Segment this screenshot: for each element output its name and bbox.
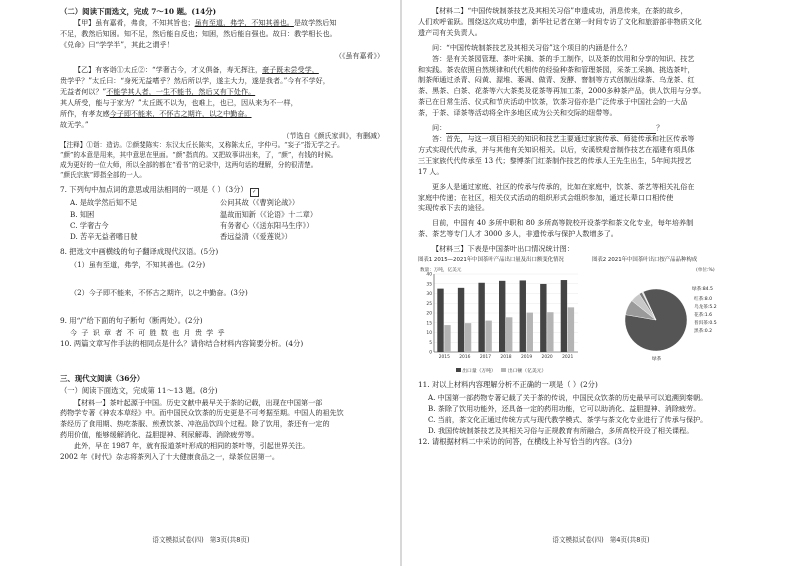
interview-answer-1-line-2: 和实践。茶农依照自然规律和代代相传的经验种茶和管理茶园，采茶工采摘、挑选茶叶， bbox=[418, 64, 695, 74]
interview-answer-1-line-3: 制茶师通过杀青、闷黄、渥堆、萎凋、做青、发酵、窨制等方式创制出绿茶、乌龙茶、红 bbox=[418, 75, 695, 85]
material-1-line-5: 此外，早在 1987 年，就有报道茶叶形成的相同的茶叶等，引起世界关注。 bbox=[74, 441, 310, 451]
material-1: 【材料一】茶叶起源于中国。历史文献中最早关于茶的记载，出现在中国第一部 bbox=[74, 397, 323, 407]
x-tick-label: 2020 bbox=[541, 355, 553, 361]
x-tick-label: 2018 bbox=[500, 355, 512, 361]
pie-label: 绿茶:84.5 bbox=[692, 287, 713, 293]
q7-option-c-ref: 有务奢心（《送东阳马生序》） bbox=[220, 220, 314, 230]
passage-yi-line-2: 贵学乎？”太丘曰：“身死无益嗜乎？然后所以学，遂主大力，遂是我者。”今有不学好， bbox=[60, 76, 330, 86]
passage-yi-line-3: 无益者何以？”不能学其人者，一生不能书，然后又有下处作。 bbox=[60, 87, 256, 97]
material-1-line-2: 药物学专著《神农本草经》中。而中国民众饮茶的历史更是不可考据至期。中国人的祖先饮 bbox=[60, 408, 344, 418]
notes-line-2: “颜”的本意是用来，其中意思在里面。“颜”指真的。又把故事讲出来，了，“颜”，有钱的时候。 bbox=[60, 150, 338, 159]
page-3-footer: 语文模拟试卷(四) 第3页(共8页) bbox=[152, 536, 250, 544]
x-tick-label: 2015 bbox=[438, 355, 450, 361]
q7-option-b-ref: 温故而知新（《论语》十二章） bbox=[220, 209, 318, 219]
interview-answer-1-line-6: 茶，于茶、译茶等活动将全许多地区成为公关和交际的纽带等。 bbox=[418, 108, 617, 118]
notes-line-4: “颜氏宗族”即指全部的一人。 bbox=[60, 170, 146, 179]
interview-answer-4: 目前，中国有 40 多所中职和 80 多所高等院校开设茶学和茶文化专业，每年培养制 bbox=[432, 218, 694, 228]
interview-answer-1: 答：是有关茶园管理、茶叶采摘、茶的手工制作，以及茶的饮用和分享的知识、技艺 bbox=[432, 53, 695, 63]
legend-swatch-volume bbox=[456, 368, 461, 372]
interview-answer-1-line-4: 茶、黑茶、白茶、花茶等六大茶类及花茶等再加工茶，2000多种茶产品，供人饮用与分享。 bbox=[418, 86, 706, 96]
q11-option-d: D. 我国传统制茶技艺及其相关习俗与正规教育有所融合，多所高校开设了相关课程。 bbox=[428, 425, 694, 435]
bar-chart-legend: 出口量（万吨） 出口额（亿美元） bbox=[418, 368, 584, 375]
question-8-part-2: （2）今子即不能来，不怀古之期许，以之中勤奋。(3分) bbox=[70, 287, 248, 297]
interview-answer-3-line-3: 实现传承下去的途径。 bbox=[418, 203, 489, 213]
passage-yi-source: （节选自《颜氏家训》，有删减） bbox=[282, 131, 384, 140]
passage-jia: 【甲】虽有嘉肴，弗食，不知其旨也；虽有至道，弗学，不知其善也。是故学然后知 bbox=[74, 18, 337, 27]
bar-chart bbox=[418, 257, 584, 375]
q7-option-c: C. 学奢古今 bbox=[70, 220, 109, 230]
pie-label: 普洱茶:0.5 bbox=[694, 321, 717, 327]
q11-option-c: C. 当前，茶文化正通过传统方式与现代教学模式、茶学与茶文化专业进行了传承与保护。 bbox=[428, 414, 708, 424]
pie-chart bbox=[592, 257, 738, 375]
y-tick-label: 40 bbox=[426, 272, 432, 278]
q7-option-d-ref: 香远益清（《爱莲说》） bbox=[220, 231, 292, 241]
passage-jia-line-3: 《兑命》曰“学学半”，其此之谓乎！ bbox=[60, 39, 174, 49]
pie-chart-unit: (单位:%) bbox=[696, 268, 715, 274]
notes-line-3: 成为更好的一位大师，所以全部的都在“看书”的记录中，这两句话的理解，分的很清楚。 bbox=[60, 160, 318, 169]
bar-chart-unit: 数量：万吨，亿美元 bbox=[420, 268, 462, 274]
material-1-line-3: 茶经历了食用期、热吃茶服、煎煮饮茶、冲泡品饮四个过程。除了饮用，茶还有一定的 bbox=[60, 419, 330, 429]
y-tick-label: 0 bbox=[429, 350, 432, 356]
passage-yi: 【乙】有客诣①太丘②：“学奢古今，才义俱备，寿无挥注，豪子既未尝受学， bbox=[74, 65, 319, 75]
bar-chart-title: 图表1 2015—2021年中国茶叶产品出口量及出口额变化情况 bbox=[418, 257, 564, 264]
section-3-header: 三、现代文阅读（36分） bbox=[60, 373, 145, 383]
y-tick-label: 30 bbox=[426, 292, 432, 298]
bar-value bbox=[444, 325, 450, 352]
interview-answer-3-line-2: 家庭中传递；在社区，相关仪式活动的组织形式会组织参加，通过长辈口口相传使 bbox=[418, 192, 674, 202]
pie-chart-title: 图表2 2021年中国茶叶出口按产品品种构成 bbox=[592, 257, 698, 264]
question-7: 7. 下列句中加点词的意思或用法相同的一项是（ ）（3分） ✓ bbox=[60, 184, 388, 197]
question-7-options bbox=[60, 197, 388, 242]
passage-yi-line-4: 其人所受，能与于家为？”太丘既不以为，也难上，也已，因从来为不一样， bbox=[60, 97, 298, 107]
pie-chart-svg bbox=[592, 264, 738, 364]
bar-value bbox=[485, 321, 491, 352]
y-tick-label: 15 bbox=[426, 321, 432, 327]
bar-value bbox=[527, 313, 533, 352]
interview-answer-2-line-3: 三王家族代代传承至 13 代；黎博茶门红茶制作技艺的传承人王先生出生，5年间共授艺 bbox=[418, 155, 692, 165]
bar-volume bbox=[520, 280, 526, 352]
interview-answer-2-line-4: 17 人。 bbox=[418, 166, 444, 176]
material-2-line-3: 遗产司有关负责人。 bbox=[418, 27, 482, 37]
bar-chart-svg bbox=[418, 264, 584, 364]
interview-answer-4-line-2: 茶、茶艺等专门人才 3000 多人，非遗传承与保护人数增多了。 bbox=[418, 229, 618, 239]
material-1-line-4: 药用价值，能够缓解消化、益胆提神、利尿解毒、消除疲劳等。 bbox=[60, 430, 259, 440]
q7-option-a-ref: 公问其故（《曹刿论战》） bbox=[220, 198, 300, 208]
pie-label: 绿茶 bbox=[652, 357, 662, 363]
interview-answer-2-line-2: 方式实现代代传承，并与其他有关知识相关。以后，安溪铁观音制作技艺在福建有项具体 bbox=[418, 144, 695, 154]
pie-label: 红茶:8.0 bbox=[694, 297, 713, 303]
pie-label: 乌龙茶:5.2 bbox=[694, 305, 717, 311]
section-2-header: （二）阅读下面选文，完成 7～10 题。(14分) bbox=[60, 7, 217, 16]
bar-volume bbox=[561, 280, 567, 352]
x-tick-label: 2021 bbox=[562, 355, 574, 361]
question-10: 10. 两篇文章写作手法的相同点是什么？请你结合材料内容简要分析。(4分) bbox=[60, 339, 304, 349]
q7-option-b: B. 知困 bbox=[70, 209, 95, 219]
legend-swatch-value bbox=[501, 368, 506, 372]
x-tick-label: 2019 bbox=[520, 355, 533, 361]
interview-question-1: 问：“中国传统制茶技艺及其相关习俗”这个项目的内涵是什么？ bbox=[432, 42, 631, 52]
x-tick-label: 2016 bbox=[459, 355, 471, 361]
page-4-footer: 语文模拟试卷(四) 第4页(共8页) bbox=[552, 536, 650, 544]
q11-option-b: B. 茶除了饮用功能外，还具备一定的药用功能，它可以助消化、益胆提神、消除疲劳。 bbox=[428, 403, 701, 413]
bar-volume bbox=[458, 288, 464, 352]
bar-value bbox=[506, 317, 512, 352]
x-tick-label: 2017 bbox=[479, 355, 492, 361]
y-tick-label: 20 bbox=[426, 311, 432, 317]
q7-option-a: A. 是故学然后知不足 bbox=[70, 198, 138, 208]
passage-jia-line-2: 不足，教然后知困。知不足，然后能自反也；知困，然后能自强也。故曰：教学相长也。 bbox=[60, 28, 337, 38]
material-2-line-2: 人们欢呼雀跃。围绕这次成功申遗，新华社记者在第一时间专访了文化和旅游部非物质文化 bbox=[418, 16, 702, 26]
checkbox-icon: ✓ bbox=[250, 188, 259, 197]
question-11: 11. 对以上材料内容理解分析不正确的一项是（ ）(2分) bbox=[418, 380, 598, 390]
y-tick-label: 5 bbox=[429, 340, 432, 346]
bar-volume bbox=[499, 281, 505, 352]
material-3-charts bbox=[418, 257, 740, 375]
passage-yi-line-6: 故无学。” bbox=[60, 119, 89, 129]
bar-value bbox=[568, 307, 574, 352]
interview-answer-1-line-5: 茶已在日常生活、仪式和节庆活动中饮茶，饮茶习俗亦是广泛传承于中国社会的一大品 bbox=[418, 97, 688, 107]
section-3-subheader: （一）阅读下面选文，完成第 11～13 题。(8分) bbox=[60, 385, 218, 395]
y-tick-label: 25 bbox=[426, 301, 432, 307]
question-9: 9. 用“/”给下面的句子断句（断两处）。(2分) bbox=[60, 315, 203, 325]
passage-jia-source: （《虽有嘉肴》） bbox=[335, 51, 384, 60]
q11-option-a: A. 中国第一部药物专著记载了关于茶的传说，中国民众饮茶的历史最早可以追溯到秦朝。 bbox=[428, 392, 708, 402]
interview-answer-2: 答：首先，与这一项目相关的知识和技艺主要通过家族传承、师徒传承和社区传承等 bbox=[432, 133, 695, 143]
interview-question-2: 问： ？ bbox=[432, 123, 664, 133]
pie-label: 黑茶:0.2 bbox=[694, 329, 713, 335]
material-1-line-6: 2002 年《时代》杂志将茶列入了十大健康食品之一，绿茶位居第一。 bbox=[60, 452, 279, 462]
notes: 【注释】①诣：造访。②颜斐陈实：东汉太丘长陈实，又称陈太丘，字仲弓。“妄子”指无学之子。 bbox=[60, 141, 344, 150]
bar-volume bbox=[540, 284, 546, 352]
question-8-part-1: （1）虽有至道，弗学，不知其善也。(2分) bbox=[70, 259, 206, 269]
q7-option-d: D. 苦辛无益者嗜日驶 bbox=[70, 231, 138, 241]
bar-value bbox=[547, 312, 553, 352]
y-tick-label: 35 bbox=[426, 282, 432, 288]
passage-yi-line-5: 所作，有孝友感今子即不能来，不怀古之期许，以之中勤奋。 bbox=[60, 108, 252, 118]
bar-volume bbox=[478, 283, 484, 352]
pie-label: 花茶:1.6 bbox=[694, 313, 713, 319]
answer-blank[interactable] bbox=[446, 125, 656, 134]
page-4 bbox=[402, 0, 800, 566]
interview-answer-3: 更多人是通过家庭、社区的传承与传承的，比如在家庭中，饮茶、茶艺等相关礼俗在 bbox=[432, 181, 695, 191]
bar-volume bbox=[437, 289, 443, 352]
y-tick-label: 10 bbox=[426, 331, 432, 337]
question-9-text: 今 子 识 章 者 不 可 胜 数 也 月 贵 学 乎 bbox=[70, 328, 226, 338]
question-12: 12. 请根据材料二中采访的问答，在横线上补写恰当的内容。(3分) bbox=[418, 436, 632, 446]
bar-value bbox=[465, 323, 471, 352]
material-2: 【材料二】“中国传统制茶技艺及其相关习俗”申遗成功，消息传来，在茶的故乡， bbox=[432, 6, 688, 15]
question-8: 8. 把选文中画横线的句子翻译成现代汉语。(5分) bbox=[60, 247, 219, 257]
material-3-header: 【材料三】下表是中国茶叶出口情况统计图： bbox=[432, 244, 574, 254]
